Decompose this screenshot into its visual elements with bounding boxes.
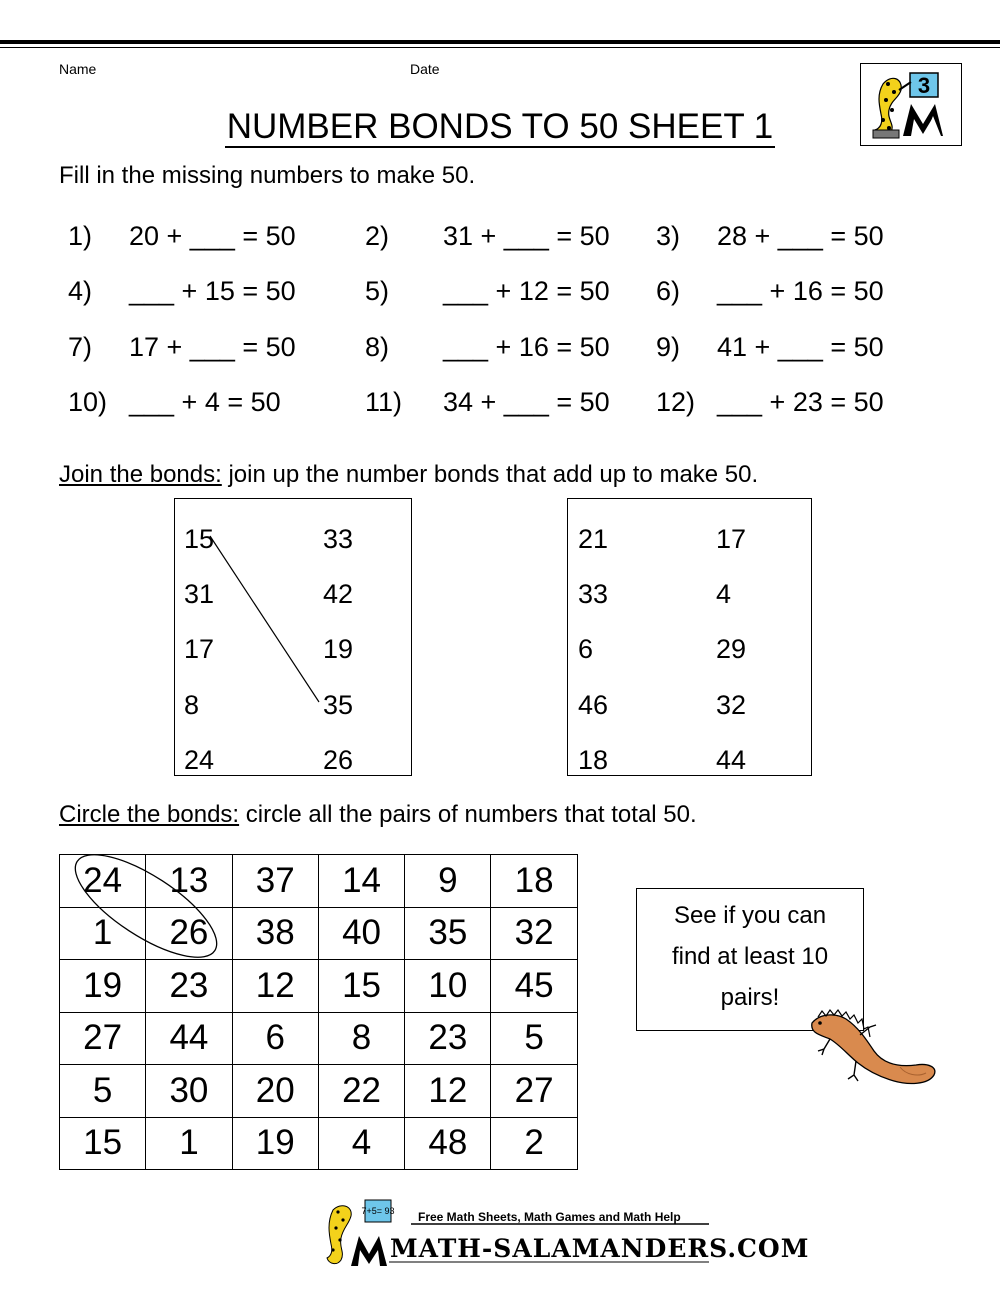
- grid-cell: 18: [491, 855, 577, 908]
- grid-cell: 19: [60, 960, 146, 1013]
- note-line: pairs!: [720, 984, 780, 1011]
- circle-text: circle all the pairs of numbers that total 50.: [239, 801, 697, 828]
- problem-equation: 28 + ___ = 50: [717, 221, 884, 251]
- grid-cell: 14: [318, 855, 404, 908]
- problem-equation: ___ + 16 = 50: [717, 276, 884, 306]
- circle-heading: Circle the bonds:: [59, 801, 240, 828]
- fill-instruction: Fill in the missing numbers to make 50.: [59, 162, 476, 189]
- problem-number: 7): [68, 332, 93, 362]
- problem-equation: 41 + ___ = 50: [717, 332, 884, 362]
- grid-cell: 12: [232, 960, 318, 1013]
- grid-cell: 35: [405, 907, 491, 960]
- bond-number: 19: [323, 634, 354, 664]
- note-line: find at least 10: [671, 943, 829, 970]
- problem-equation: 31 + ___ = 50: [443, 221, 610, 251]
- bond-number: 17: [184, 634, 215, 664]
- grid-cell: 12: [405, 1065, 491, 1118]
- grid-cell: 37: [232, 855, 318, 908]
- bond-number: 31: [184, 579, 215, 609]
- bond-number: 21: [578, 524, 609, 554]
- bond-number: 17: [716, 524, 747, 554]
- problem-equation: ___ + 16 = 50: [443, 332, 610, 362]
- bond-number: 32: [716, 690, 747, 720]
- grid-cell: 27: [60, 1012, 146, 1065]
- grid-cell: 9: [405, 855, 491, 908]
- bond-number: 26: [323, 745, 354, 775]
- problem-equation: ___ + 23 = 50: [717, 387, 884, 417]
- problem-equation: ___ + 4 = 50: [129, 387, 281, 417]
- bond-number: 44: [716, 745, 747, 775]
- grid-cell: 27: [491, 1065, 577, 1118]
- grid-cell: 40: [318, 907, 404, 960]
- grid-cell: 1: [60, 907, 146, 960]
- problem-number: 4): [68, 276, 93, 306]
- grid-cell: 15: [60, 1117, 146, 1170]
- grid-cell: 8: [318, 1012, 404, 1065]
- bond-number: 33: [323, 524, 354, 554]
- name-label: Name: [59, 61, 97, 77]
- problem-equation: ___ + 12 = 50: [443, 276, 610, 306]
- grid-cell: 6: [232, 1012, 318, 1065]
- grid-cell: 22: [318, 1065, 404, 1118]
- grid-cell: 4: [318, 1117, 404, 1170]
- problem-number: 6): [656, 276, 681, 306]
- problem-number: 11): [365, 387, 403, 417]
- problem-equation: 17 + ___ = 50: [129, 332, 296, 362]
- grid-cell: 1: [146, 1117, 232, 1170]
- bond-number: 35: [323, 690, 354, 720]
- bond-number: 33: [578, 579, 609, 609]
- grid-cell: 20: [232, 1065, 318, 1118]
- grid-cell: 15: [318, 960, 404, 1013]
- problem-equation: 34 + ___ = 50: [443, 387, 610, 417]
- problem-number: 12): [656, 387, 696, 417]
- grid-cell: 19: [232, 1117, 318, 1170]
- grade-number: 3: [917, 73, 931, 98]
- grid-cell: 23: [405, 1012, 491, 1065]
- grid-row: [60, 1117, 578, 1170]
- grid-cell: 23: [146, 960, 232, 1013]
- problem-equation: 20 + ___ = 50: [129, 221, 296, 251]
- grid-row: [60, 1065, 578, 1118]
- grid-row: [60, 1012, 578, 1065]
- bond-number: 4: [716, 579, 732, 609]
- grid-cell: 2: [491, 1117, 577, 1170]
- grid-cell: 38: [232, 907, 318, 960]
- grid-cell: 30: [146, 1065, 232, 1118]
- join-text: join up the number bonds that add up to make 50.: [221, 461, 759, 488]
- join-heading: Join the bonds:: [59, 461, 222, 488]
- bond-number: 46: [578, 690, 609, 720]
- problem-number: 3): [656, 221, 681, 251]
- grid-cell: 26: [146, 907, 232, 960]
- note-line: See if you can: [673, 902, 827, 929]
- problem-number: 10): [68, 387, 108, 417]
- bond-number: 42: [323, 579, 354, 609]
- grid-cell: 5: [491, 1012, 577, 1065]
- bond-number: 18: [578, 745, 609, 775]
- note-text: [640, 895, 860, 1018]
- date-label: Date: [410, 61, 440, 77]
- grid-cell: 48: [405, 1117, 491, 1170]
- newt-icon: [800, 1005, 945, 1095]
- footer-tagline: Free Math Sheets, Math Games and Math Help: [418, 1210, 681, 1224]
- bond-number: 6: [578, 634, 594, 664]
- grid-cell: 5: [60, 1065, 146, 1118]
- footer-badge-text: 7+5= 93: [361, 1206, 395, 1216]
- grid-cell: 44: [146, 1012, 232, 1065]
- problem-equation: ___ + 15 = 50: [129, 276, 296, 306]
- problem-number: 8): [365, 332, 390, 362]
- example-circle-ellipse: [61, 836, 231, 976]
- grid-cell: 45: [491, 960, 577, 1013]
- problem-number: 9): [656, 332, 681, 362]
- page-title: NUMBER BONDS TO 50 SHEET 1: [226, 107, 774, 146]
- problem-number: 2): [365, 221, 390, 251]
- grid-cell: 10: [405, 960, 491, 1013]
- grid-cell: 32: [491, 907, 577, 960]
- grid-cell: 24: [60, 855, 146, 908]
- bond-number: 15: [184, 524, 215, 554]
- footer-site-name: MATH-SALAMANDERS.COM: [390, 1234, 810, 1263]
- bond-number: 24: [184, 745, 215, 775]
- problem-number: 1): [68, 221, 93, 251]
- problem-number: 5): [365, 276, 390, 306]
- grid-cell: 13: [146, 855, 232, 908]
- bond-number: 29: [716, 634, 747, 664]
- bond-number: 8: [184, 690, 200, 720]
